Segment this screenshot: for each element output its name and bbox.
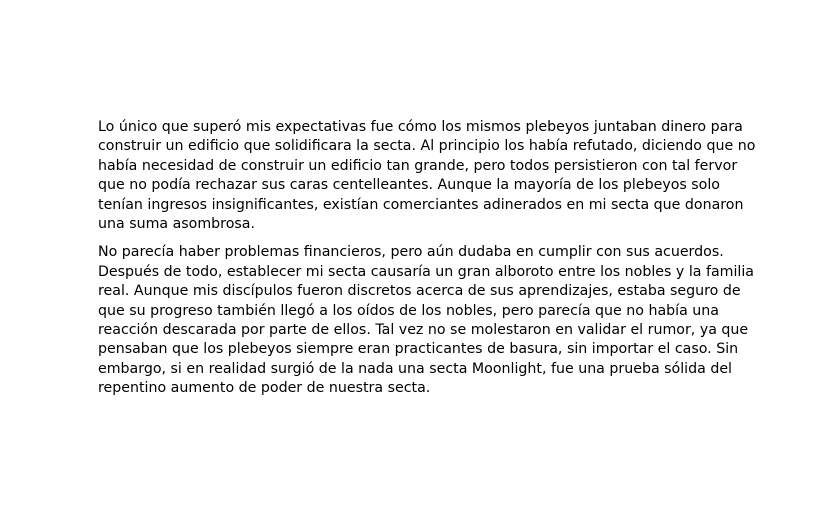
paragraph-2: No parecía haber problemas financieros, pero aún dudaba en cumplir con sus acuerdos. Después de todo, establecer mi secta causaría un gran alboroto entre los nobles y la familia real. Aunque mis discípulos fueron discretos acerca de sus aprendizajes, estaba seguro de que su progreso también llegó a los oídos de los nobles, pero parecía que no había una reacción descarada por parte de ellos. Tal vez no se molestaron en validar el rumor, ya que pensaban que los plebeyos siempre eran practicantes de basura, sin importar el caso. Sin embargo, si en realidad surgió de la nada una secta Moonlight, fue una prueba sólida del repentino aumento de poder de nuestra secta. (98, 244, 754, 397)
paragraph-1: Lo único que superó mis expectativas fue cómo los mismos plebeyos juntaban dinero para construir un edificio que solidificara la secta. Al principio los había refutado, diciendo que no había necesidad de construir un edificio tan grande, pero todos persistieron con tal fervor que no podía rechazar sus caras centelleantes. Aunque la mayoría de los plebeyos solo tenían ingresos insignificantes, existían comerciantes adinerados en mi secta que donaron una suma asombrosa. (98, 119, 756, 233)
document-body (98, 118, 758, 399)
